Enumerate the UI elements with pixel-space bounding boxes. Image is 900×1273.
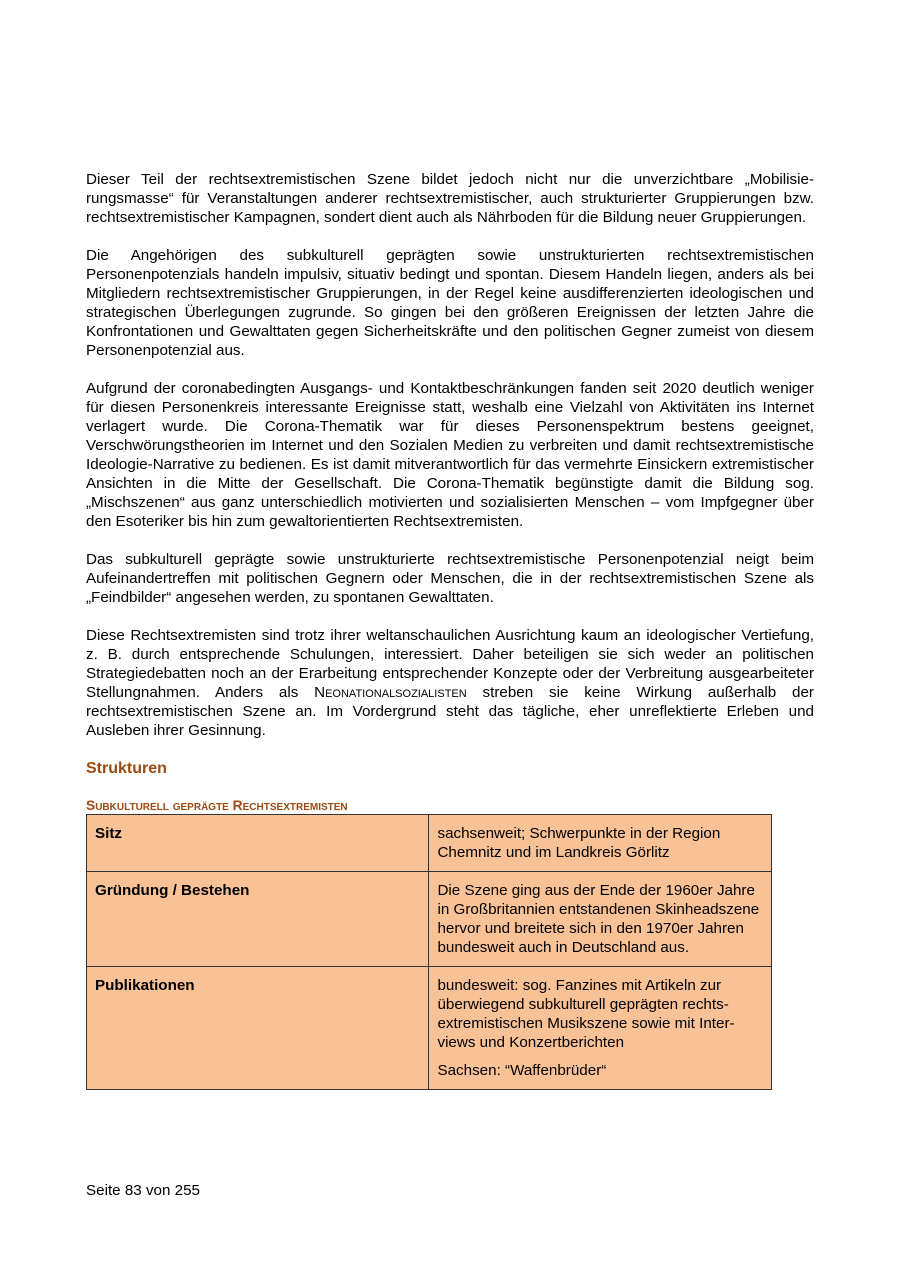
paragraph-4: Das subkulturell geprägte sowie unstrukturierte rechtsextremistische Personenpotenzial neigt beim Aufeinandertreffen mit politischen Gegnern oder Menschen, die in der rechtsextremistischen Szene als „Feindbilder“ angesehen werden, zu spontanen Gewalttaten. (86, 551, 814, 606)
cell-text: bundesweit: sog. Fanzines mit Artikeln zur überwiegend subkulturell geprägten rechtsextremistischen Musikszene sowie mit Interviews und Konzertberichten (437, 977, 735, 1051)
row-label-gruendung: Gründung / Bestehen (87, 872, 429, 967)
row-label-sitz: Sitz (87, 815, 429, 872)
table-row (87, 967, 772, 1090)
paragraph-5 (86, 626, 814, 740)
cell-text-sachsen: Sachsen: “Waffenbrüder“ (437, 1062, 607, 1079)
document-body (86, 170, 814, 1090)
section-heading: Strukturen (86, 760, 167, 777)
cell-text: Die Szene ging aus der Ende der 1960er Jahre in Großbritannien entstandenen Skinheadszene hervor und breitete sich in den 1970er Jahren bundesweit auch in Deutschland aus. (437, 882, 760, 956)
table-caption: Subkulturell geprägte Rechtsextremisten (86, 798, 348, 813)
row-value-sitz (429, 815, 772, 872)
paragraph-5-end: streben sie keine Wirkung außerhalb der rechtsextremistischen Szene an. Im Vordergrund steht das tägliche, eher unreflektierte Erleben und Ausleben ihrer Gesinnung. (86, 684, 814, 739)
term-neonationalsozialisten: Neonationalsozialisten (314, 684, 467, 701)
paragraph-2: Die Angehörigen des subkulturell geprägten sowie unstrukturierten rechtsextremistischen Personenpotenzials handeln impulsiv, situativ bedingt und spontan. Diesem Handeln liegen, anders als bei Mitgliedern rechtsextremistischer Gruppierungen, in der Regel keine ausdifferenzierten ideologischen und strategischen Überlegungen zugrunde. So gingen bei den größeren Ereignissen der letzten Jahre die Konfrontationen und Gewalttaten gegen Sicherheitskräfte und den politischen Gegner zumeist von diesem Personenpotenzial aus. (86, 247, 814, 359)
table-row (87, 872, 772, 967)
row-value-gruendung (429, 872, 772, 967)
paragraph-3: Aufgrund der coronabedingten Ausgangs- und Kontaktbeschränkungen fanden seit 2020 deutlich weniger für diesen Personenkreis interessante Ereignisse statt, weshalb eine Vielzahl von Aktivitäten ins Internet verlagert wurde. Die Corona-Thematik war für dieses Personenspektrum bestens geeignet, Verschwörungstheorien im Internet und den Sozialen Medien zu verbreiten und damit rechtsextremistische Ideologie-Narrative zu bedienen. Es ist damit mitverantwortlich für das vermehrte Einsickern extremistischer Ansichten in die Mitte der Gesellschaft. Die Corona-Thematik begünstigte damit die Bildung sog. „Mischszenen“ aus ganz unterschiedlich motivierten und sozialisierten Menschen – vom Impfgegner über den Esoteriker bis hin zum gewaltorientierten Rechtsextremisten. (86, 380, 814, 530)
paragraph-5-start: Diese Rechtsextremisten sind trotz ihrer weltanschaulichen Ausrichtung kaum an ideologischer Vertiefung, z. B. durch entsprechende Schulungen, interessiert. Daher beteiligen sie sich weder an politischen Strategiedebatten noch an der Erarbeitung entsprechender Konzepte oder der Verbreitung ausgearbeiteter Stellungnahmen. Anders als (86, 627, 814, 701)
row-value-publikationen (429, 967, 772, 1090)
paragraph-1: Dieser Teil der rechtsextremistischen Szene bildet jedoch nicht nur die unverzichtbare „Mobilisierungsmasse“ für Veranstaltungen anderer rechtsextremistischer, auch strukturierter Gruppierungen bzw. rechtsextremistischer Kampagnen, sondert dient auch als Nährboden für die Bildung neuer Gruppierungen. (86, 171, 814, 226)
table-row (87, 815, 772, 872)
structure-table (86, 814, 772, 1090)
page-number: Seite 83 von 255 (86, 1182, 200, 1199)
cell-text: sachsenweit; Schwerpunkte in der Region Chemnitz und im Landkreis Görlitz (437, 825, 721, 861)
row-label-publikationen: Publikationen (87, 967, 429, 1090)
